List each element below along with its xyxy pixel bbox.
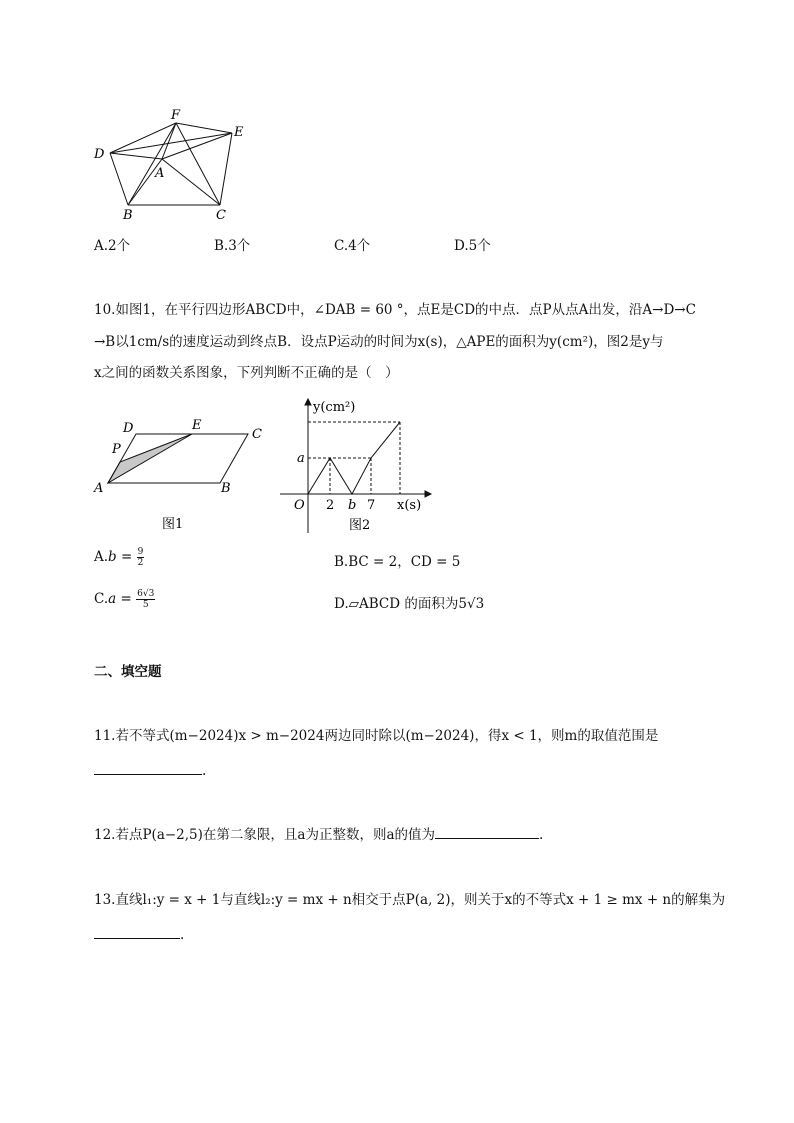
- q11-answer-line[interactable]: [94, 760, 206, 781]
- option-a-var: b: [108, 549, 117, 565]
- option-c-var: a: [108, 591, 117, 607]
- answer-blank[interactable]: [94, 760, 202, 775]
- fraction-numerator: 6√3: [137, 589, 155, 599]
- label-P: P: [112, 442, 121, 457]
- y-tick-a: a: [297, 451, 305, 466]
- q13-answer-line[interactable]: [94, 924, 184, 945]
- q12-stem: [94, 824, 543, 845]
- q12-text: 12.若点P(a−2,5)在第二象限，且a为正整数，则a的值为: [94, 827, 436, 843]
- origin-label: O: [294, 498, 305, 513]
- label-A: A: [94, 481, 104, 496]
- label-B: B: [221, 481, 231, 496]
- label-E: E: [234, 125, 244, 140]
- q9-geometry-figure: [90, 105, 260, 225]
- q10-stem-line2: →B以1cm/s的速度运动到终点B．设点P运动的时间为x(s)，△APE的面积为y(cm²)，图2是y与: [94, 334, 664, 350]
- segment-DA: [110, 153, 162, 159]
- option-a-prefix: A.: [94, 549, 109, 565]
- label-B: B: [123, 208, 133, 223]
- label-E: E: [192, 418, 202, 433]
- option-c-prefix: C.: [94, 591, 109, 607]
- label-C: C: [216, 208, 226, 223]
- caption-fig1: 图1: [162, 517, 184, 532]
- segment-DB: [110, 153, 128, 205]
- label-F: F: [171, 108, 181, 123]
- q10-option-c[interactable]: [94, 589, 155, 610]
- period: .: [539, 827, 544, 843]
- q9-option-d[interactable]: D.5个: [454, 238, 491, 254]
- segment-EC: [220, 133, 232, 205]
- option-a-eq: =: [116, 549, 137, 565]
- period: .: [180, 927, 185, 943]
- period: .: [202, 763, 207, 779]
- q10-figure2-function-graph: [275, 395, 435, 540]
- label-D: D: [123, 421, 134, 436]
- option-a-fraction: [137, 547, 145, 568]
- q10-option-b[interactable]: B.BC = 2，CD = 5: [334, 554, 461, 570]
- x-tick-7: 7: [367, 498, 376, 513]
- option-c-fraction: [136, 589, 155, 610]
- x-axis-arrow: [425, 491, 431, 497]
- y-axis-label: y(cm²): [313, 400, 356, 415]
- option-c-eq: =: [116, 591, 137, 607]
- q9-option-a[interactable]: A.2个: [94, 238, 131, 254]
- label-D: D: [94, 147, 105, 162]
- q10-stem-line1: 10.如图1，在平行四边形ABCD中，∠DAB = 60 °，点E是CD的中点．点P从点A出发，沿A→D→C: [94, 302, 696, 318]
- x-axis-label: x(s): [397, 498, 422, 513]
- label-C: C: [252, 427, 262, 442]
- label-A: A: [155, 166, 165, 181]
- answer-blank[interactable]: [435, 824, 539, 839]
- q10-option-a[interactable]: [94, 547, 144, 568]
- fraction-denominator: 5: [142, 600, 149, 610]
- q10-stem-line3: x之间的函数关系图象，下列判断不正确的是（ ）: [94, 365, 399, 381]
- q9-option-c[interactable]: C.4个: [334, 238, 371, 254]
- x-tick-2: 2: [326, 498, 335, 513]
- section-title: 二、填空题: [94, 664, 162, 680]
- fraction-denominator: 2: [137, 558, 144, 568]
- x-tick-b: b: [348, 498, 357, 513]
- segment-FC: [176, 123, 220, 205]
- fraction-numerator: 9: [137, 547, 144, 557]
- q10-figure1-parallelogram: [90, 410, 275, 540]
- segment-FE: [176, 123, 232, 133]
- caption-fig2: 图2: [349, 518, 371, 533]
- y-axis-arrow: [305, 399, 311, 405]
- q10-option-d[interactable]: D.▱ABCD 的面积为5√3: [334, 596, 485, 612]
- q9-option-b[interactable]: B.3个: [214, 238, 251, 254]
- answer-blank[interactable]: [94, 924, 180, 939]
- q13-stem-line1: 13.直线l₁:y = x + 1与直线l₂:y = mx + n相交于点P(a, 2)，则关于x的不等式x + 1 ≥ mx + n的解集为: [94, 892, 726, 908]
- q11-stem-line1: 11.若不等式(m−2024)x > m−2024两边同时除以(m−2024)，得x < 1，则m的取值范围是: [94, 728, 659, 744]
- segment-AC: [162, 159, 220, 205]
- segment-AE: [162, 133, 232, 159]
